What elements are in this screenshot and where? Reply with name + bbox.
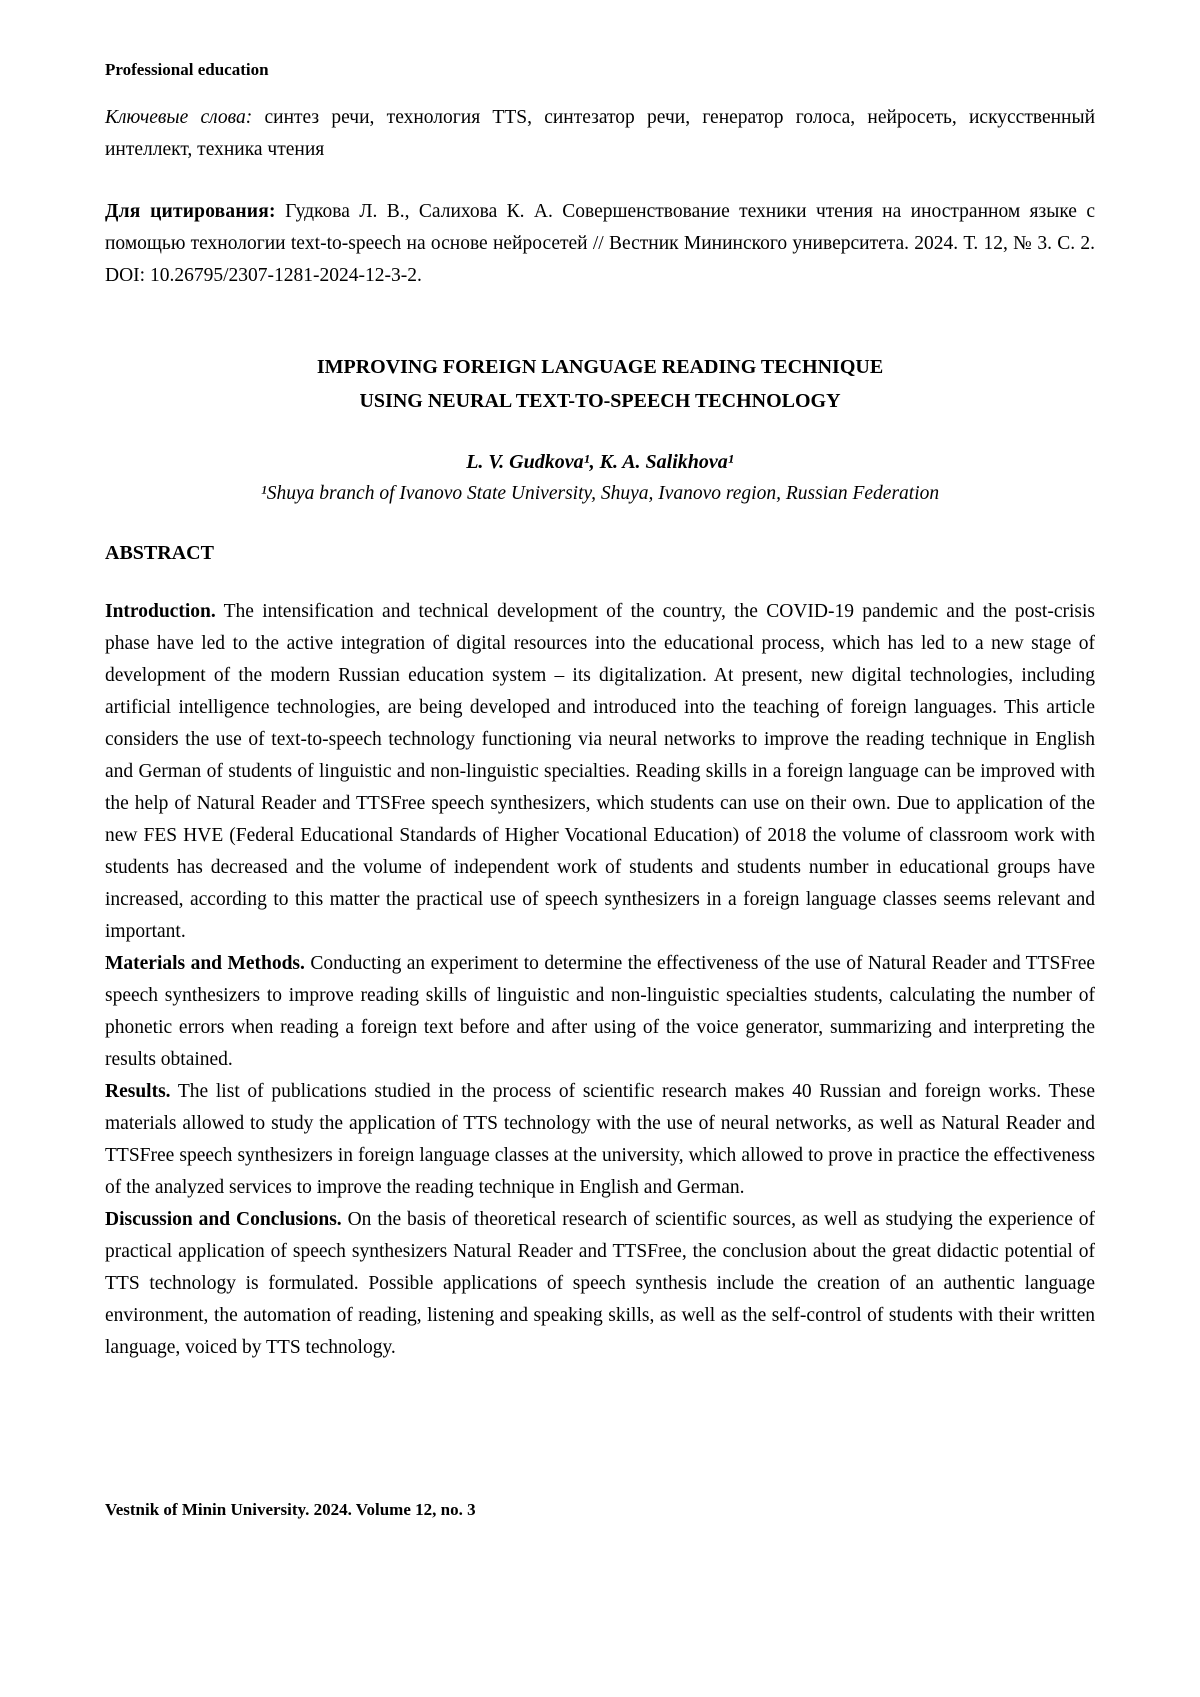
paper-title-line2: USING NEURAL TEXT-TO-SPEECH TECHNOLOGY: [359, 390, 841, 412]
section-label-results: Results.: [105, 1081, 171, 1102]
abstract-section-introduction: [105, 596, 1095, 948]
abstract-section-discussion-conclusions: [105, 1204, 1095, 1364]
paper-title: [105, 350, 1095, 418]
citation-label: Для цитирования:: [105, 201, 276, 222]
section-label-materials-methods: Materials and Methods.: [105, 953, 305, 974]
abstract-section-materials-methods: [105, 948, 1095, 1076]
citation-text: Гудкова Л. В., Салихова К. А. Совершенствование техники чтения на иностранном языке с помощью технологии text-to-speech на основе нейросетей // Вестник Мининского университета. 2024. Т. 12, № 3. С. 2. DOI: 10.26795/2307-1281-2024-12-3-2.: [105, 201, 1096, 286]
abstract-section-results: [105, 1076, 1095, 1204]
keywords-label: Ключевые слова:: [105, 107, 253, 128]
section-text-results: The list of publications studied in the process of scientific research makes 40 Russian and foreign works. These materials allowed to study the application of TTS technology with the use of neural networks, as well as Natural Reader and TTSFree speech synthesizers in foreign language classes at the university, which allowed to prove in practice the effectiveness of the analyzed services to improve the reading technique in English and German.: [105, 1081, 1095, 1198]
section-text-materials-methods: Conducting an experiment to determine the effectiveness of the use of Natural Reader and TTSFree speech synthesizers to improve reading skills of linguistic and non-linguistic specialties students, calculating the number of phonetic errors when reading a foreign text before and after using of the voice generator, summarizing and interpreting the results obtained.: [105, 953, 1096, 1070]
authors-line: L. V. Gudkova¹, K. A. Salikhova¹: [466, 451, 734, 473]
section-text-discussion-conclusions: On the basis of theoretical research of scientific sources, as well as studying the experience of practical application of speech synthesizers Natural Reader and TTSFree, the conclusion about the great didactic potential of TTS technology is formulated. Possible applications of speech synthesis include the creation of an authentic language environment, the automation of reading, listening and speaking skills, as well as the self-control of students with their written language, voiced by TTS technology.: [105, 1209, 1096, 1358]
keywords-paragraph: [105, 102, 1095, 166]
paper-title-line1: IMPROVING FOREIGN LANGUAGE READING TECHNIQUE: [316, 356, 884, 378]
affiliation-line: ¹Shuya branch of Ivanovo State University, Shuya, Ivanovo region, Russian Federation: [260, 483, 940, 504]
section-label-introduction: Introduction.: [105, 601, 216, 622]
abstract-heading: ABSTRACT: [105, 542, 214, 564]
section-text-introduction: The intensification and technical development of the country, the COVID-19 pandemic and the post-crisis phase have led to the active integration of digital resources into the educational process, which has led to a new stage of development of the modern Russian education system – its digitalization. At present, new digital technologies, including artificial intelligence technologies, are being developed and introduced into the teaching of foreign languages. This article considers the use of text-to-speech technology functioning via neural networks to improve the reading technique in English and German of students of linguistic and non-linguistic specialties. Reading skills in a foreign language can be improved with the help of Natural Reader and TTSFree speech synthesizers, which students can use on their own. Due to application of the new FES HVE (Federal Educational Standards of Higher Vocational Education) of 2018 the volume of classroom work with students has decreased and the volume of independent work of students and students number in educational groups have increased, according to this matter the practical use of speech synthesizers in a foreign language classes seems relevant and important.: [105, 601, 1095, 942]
keywords-text: синтез речи, технология TTS, синтезатор речи, генератор голоса, нейросеть, искусственный интеллект, техника чтения: [105, 107, 1096, 160]
page-footer: Vestnik of Minin University. 2024. Volume 12, no. 3: [105, 1500, 476, 1519]
citation-paragraph: [105, 196, 1095, 292]
running-header: Professional education: [105, 60, 269, 79]
section-label-discussion-conclusions: Discussion and Conclusions.: [105, 1209, 342, 1230]
